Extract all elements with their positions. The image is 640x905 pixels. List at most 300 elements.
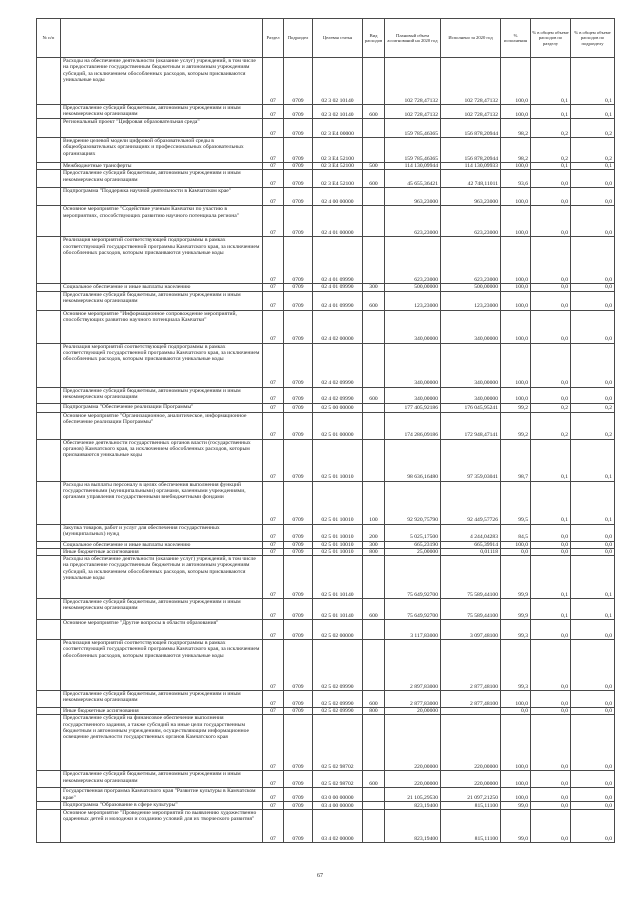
row-name: Основное мероприятие "Организационное, аналитическое, информационное обеспечение реализации Программы" xyxy=(61,412,263,439)
target-article-code: 02 3 E4 52100 xyxy=(313,138,363,163)
subsection-code: 0709 xyxy=(284,640,313,691)
target-article-code: 02 3 E4 52100 xyxy=(313,163,363,170)
planned-amount: 25,00000 xyxy=(385,548,441,555)
expense-type-code xyxy=(363,412,385,439)
share-of-subsection: 0,0 xyxy=(571,310,615,343)
subsection-code: 0709 xyxy=(284,163,313,170)
table-row xyxy=(37,439,615,481)
share-of-section: 0,0 xyxy=(531,343,571,387)
expense-type-code xyxy=(363,620,385,640)
row-name: Государственная программа Камчатского края "Развитие культуры в Камчатском крае" xyxy=(61,788,263,802)
header-executed-amount: Исполнено за 2020 год xyxy=(441,19,501,58)
section-code: 07 xyxy=(263,163,284,170)
executed-amount: 4 244,04283 xyxy=(441,524,501,541)
subsection-code: 0709 xyxy=(284,343,313,387)
executed-amount xyxy=(441,708,501,715)
section-code: 07 xyxy=(263,343,284,387)
row-number-cell xyxy=(37,163,61,170)
planned-amount: 340,00000 xyxy=(385,387,441,403)
section-code: 07 xyxy=(263,640,284,691)
row-name: Предоставление субсидий бюджетным, автономным учреждениям и иным некоммерческим организациям xyxy=(61,771,263,788)
table-header xyxy=(37,19,615,58)
row-number-cell xyxy=(37,291,61,310)
row-number-cell xyxy=(37,387,61,403)
target-article-code: 02 3 E4 52100 xyxy=(313,170,363,188)
row-number-cell xyxy=(37,237,61,284)
execution-percent: 100,0 xyxy=(501,188,531,206)
execution-percent: 100,0 xyxy=(501,343,531,387)
table-row xyxy=(37,206,615,237)
subsection-code: 0709 xyxy=(284,541,313,548)
executed-amount: 0,01118 xyxy=(441,548,501,555)
execution-percent: 98,2 xyxy=(501,138,531,163)
expense-type-code xyxy=(363,343,385,387)
section-code: 07 xyxy=(263,119,284,138)
row-name: Основное мероприятие "Содействие ученым Камчатки по участию в мероприятиях, способствующих развитию научного потенциала региона" xyxy=(61,206,263,237)
execution-percent: 99,0 xyxy=(501,802,531,810)
planned-amount: 5 025,17500 xyxy=(385,524,441,541)
row-name: Иные бюджетные ассигнования xyxy=(61,548,263,555)
subsection-code: 0709 xyxy=(284,310,313,343)
share-of-subsection: 0,1 xyxy=(571,163,615,170)
row-name: Закупка товаров, работ и услуг для обеспечения государственных (муниципальных) нужд xyxy=(61,524,263,541)
section-code: 07 xyxy=(263,387,284,403)
execution-percent: 100,0 xyxy=(501,771,531,788)
row-name: Межбюджетные трансферты xyxy=(61,163,263,170)
row-number-cell xyxy=(37,708,61,715)
share-of-subsection: 0,0 xyxy=(571,620,615,640)
execution-percent: 100,0 xyxy=(501,715,531,771)
share-of-subsection: 0,1 xyxy=(571,556,615,599)
row-name: Предоставление субсидий бюджетным, автономным учреждениям и иным некоммерческим организациям xyxy=(61,170,263,188)
share-of-section: 0,0 xyxy=(531,291,571,310)
subsection-code: 0709 xyxy=(284,188,313,206)
planned-amount: 3 117,83000 xyxy=(385,620,441,640)
execution-percent: 100,0 xyxy=(501,541,531,548)
section-code: 07 xyxy=(263,524,284,541)
table-row xyxy=(37,284,615,291)
row-name: Реализация мероприятий соответствующей подпрограммы в рамках соответствующей государственной программы Камчатского края, за исключением обособленных расходов, которым присваиваются уникальные коды xyxy=(61,237,263,284)
table-row xyxy=(37,599,615,620)
share-of-section: 0,2 xyxy=(531,138,571,163)
target-article-code: 02 5 01 10010 xyxy=(313,541,363,548)
planned-amount: 623,23000 xyxy=(385,206,441,237)
table-row xyxy=(37,291,615,310)
expense-type-code: 600 xyxy=(363,170,385,188)
execution-percent: 99,3 xyxy=(501,620,531,640)
target-article-code: 02 5 01 10010 xyxy=(313,548,363,555)
target-article-code: 02 5 01 10140 xyxy=(313,556,363,599)
share-of-section: 0,2 xyxy=(531,403,571,412)
share-of-section: 0,1 xyxy=(531,481,571,524)
table-row xyxy=(37,403,615,412)
executed-amount: 220,00000 xyxy=(441,771,501,788)
executed-amount: 42 748,11011 xyxy=(441,170,501,188)
subsection-code: 0709 xyxy=(284,284,313,291)
header-section: Раздел xyxy=(263,19,284,58)
expense-type-code xyxy=(363,206,385,237)
share-of-section: 0,1 xyxy=(531,163,571,170)
share-of-section: 0,0 xyxy=(531,810,571,843)
execution-percent: 100,0 xyxy=(501,691,531,708)
subsection-code: 0709 xyxy=(284,620,313,640)
row-number-cell xyxy=(37,524,61,541)
row-number-cell xyxy=(37,715,61,771)
planned-amount: 102 728,47132 xyxy=(385,105,441,119)
table-row xyxy=(37,343,615,387)
expense-type-code xyxy=(363,439,385,481)
header-name xyxy=(61,19,263,58)
share-of-subsection: 0,0 xyxy=(571,206,615,237)
section-code: 07 xyxy=(263,481,284,524)
table-row xyxy=(37,788,615,802)
share-of-section: 0,0 xyxy=(531,708,571,715)
executed-amount: 3 097,48100 xyxy=(441,620,501,640)
header-target-article: Целевая статья xyxy=(313,19,363,58)
executed-amount: 123,23000 xyxy=(441,291,501,310)
subsection-code: 0709 xyxy=(284,771,313,788)
planned-amount: 220,00000 xyxy=(385,771,441,788)
table-row xyxy=(37,810,615,843)
share-of-subsection: 0,0 xyxy=(571,771,615,788)
target-article-code: 02 4 02 09990 xyxy=(313,343,363,387)
share-of-section: 0,0 xyxy=(531,548,571,555)
row-name: Предоставление субсидий бюджетным, автономным учреждениям и иным некоммерческим организациям xyxy=(61,291,263,310)
section-code: 07 xyxy=(263,188,284,206)
expense-type-code xyxy=(363,58,385,105)
expense-type-code: 800 xyxy=(363,548,385,555)
execution-percent: 99,2 xyxy=(501,403,531,412)
expense-type-code: 800 xyxy=(363,708,385,715)
subsection-code: 0709 xyxy=(284,237,313,284)
page-number: 67 xyxy=(317,873,323,879)
execution-percent: 100,0 xyxy=(501,291,531,310)
share-of-subsection: 0,0 xyxy=(571,343,615,387)
execution-percent: 99,2 xyxy=(501,412,531,439)
section-code: 07 xyxy=(263,802,284,810)
row-number-cell xyxy=(37,599,61,620)
executed-amount: 340,00000 xyxy=(441,343,501,387)
table-row xyxy=(37,170,615,188)
target-article-code: 02 3 02 10140 xyxy=(313,105,363,119)
share-of-section: 0,0 xyxy=(531,206,571,237)
executed-amount: 102 728,47132 xyxy=(441,105,501,119)
section-code: 07 xyxy=(263,548,284,555)
target-article-code: 02 4 02 09990 xyxy=(313,387,363,403)
executed-amount: 102 728,47132 xyxy=(441,58,501,105)
share-of-subsection: 0,0 xyxy=(571,284,615,291)
share-of-subsection: 0,1 xyxy=(571,481,615,524)
share-of-subsection: 0,0 xyxy=(571,715,615,771)
execution-percent: 100,0 xyxy=(501,105,531,119)
share-of-subsection: 0,2 xyxy=(571,412,615,439)
expense-type-code: 100 xyxy=(363,481,385,524)
planned-amount: 177 405,92186 xyxy=(385,403,441,412)
subsection-code: 0709 xyxy=(284,138,313,163)
share-of-subsection: 0,2 xyxy=(571,403,615,412)
expense-type-code xyxy=(363,640,385,691)
target-article-code: 02 5 01 10010 xyxy=(313,481,363,524)
table-row xyxy=(37,387,615,403)
table-row xyxy=(37,640,615,691)
section-code: 07 xyxy=(263,541,284,548)
share-of-subsection: 0,0 xyxy=(571,640,615,691)
target-article-code: 02 4 01 00000 xyxy=(313,206,363,237)
target-article-code: 02 5 02 00000 xyxy=(313,620,363,640)
executed-amount: 220,00000 xyxy=(441,715,501,771)
expense-type-code: 300 xyxy=(363,284,385,291)
target-article-code: 02 5 01 10140 xyxy=(313,599,363,620)
table-row xyxy=(37,708,615,715)
row-number-cell xyxy=(37,771,61,788)
row-name: Подпрограмма "Образование в сфере культуры" xyxy=(61,802,263,810)
planned-amount: 102 728,47132 xyxy=(385,58,441,105)
row-number-cell xyxy=(37,640,61,691)
execution-percent: 100,0 xyxy=(501,788,531,802)
expense-type-code: 600 xyxy=(363,771,385,788)
share-of-section: 0,0 xyxy=(531,788,571,802)
row-number-cell xyxy=(37,802,61,810)
expense-type-code xyxy=(363,810,385,843)
planned-amount: 174 286,09186 xyxy=(385,412,441,439)
row-number-cell xyxy=(37,403,61,412)
subsection-code: 0709 xyxy=(284,715,313,771)
share-of-subsection: 0,0 xyxy=(571,802,615,810)
share-of-section: 0,0 xyxy=(531,541,571,548)
planned-amount: 123,23000 xyxy=(385,291,441,310)
section-code: 07 xyxy=(263,105,284,119)
share-of-section: 0,1 xyxy=(531,105,571,119)
section-code: 07 xyxy=(263,58,284,105)
section-code: 07 xyxy=(263,715,284,771)
row-name: Подпрограмма "Поддержка научной деятельности в Камчатском крае" xyxy=(61,188,263,206)
expense-type-code xyxy=(363,556,385,599)
execution-percent: 99,5 xyxy=(501,481,531,524)
table-row xyxy=(37,802,615,810)
header-execution-percent: % исполнения xyxy=(501,19,531,58)
row-name: Внедрение целевой модели цифровой образовательной среды в общеобразовательных организациях и профессиональных образовательных организациях xyxy=(61,138,263,163)
executed-amount: 815,11100 xyxy=(441,802,501,810)
subsection-code: 0709 xyxy=(284,810,313,843)
subsection-code: 0709 xyxy=(284,481,313,524)
row-name: Расходы на обеспечение деятельности (оказание услуг) учреждений, в том числе на предоставление государственным бюджетным и автономным учреждениям субсидий, за исключением обособленных расходов, которым присваиваются уникальные коды xyxy=(61,58,263,105)
share-of-subsection: 0,0 xyxy=(571,548,615,555)
expense-type-code: 600 xyxy=(363,291,385,310)
share-of-subsection: 0,2 xyxy=(571,119,615,138)
planned-amount: 98 636,16480 xyxy=(385,439,441,481)
share-of-section: 0,0 xyxy=(531,691,571,708)
expense-type-code: 200 xyxy=(363,524,385,541)
subsection-code: 0709 xyxy=(284,599,313,620)
row-number-cell xyxy=(37,170,61,188)
subsection-code: 0709 xyxy=(284,802,313,810)
row-number-cell xyxy=(37,105,61,119)
executed-amount: 500,00000 xyxy=(441,284,501,291)
row-number-cell xyxy=(37,481,61,524)
row-name: Предоставление субсидий бюджетным, автономным учреждениям и иным некоммерческим организациям xyxy=(61,599,263,620)
share-of-section: 0,0 xyxy=(531,188,571,206)
share-of-subsection: 0,0 xyxy=(571,810,615,843)
row-name: Предоставление субсидий на финансовое обеспечение выполнения государственного задания, а также субсидий на иные цели государственным бюджетным и автономным учреждениям, осуществляющим информационное освещение деятельности государственных органов Камчатского края xyxy=(61,715,263,771)
section-code: 07 xyxy=(263,403,284,412)
expense-type-code: 300 xyxy=(363,541,385,548)
table-row xyxy=(37,138,615,163)
row-number-cell xyxy=(37,556,61,599)
planned-amount: 823,19400 xyxy=(385,810,441,843)
execution-percent: 100,0 xyxy=(501,387,531,403)
expense-type-code: 600 xyxy=(363,691,385,708)
row-name: Реализация мероприятий соответствующей подпрограммы в рамках соответствующей государственной программы Камчатского края, за исключением обособленных расходов, которым присваиваются уникальные коды xyxy=(61,640,263,691)
planned-amount: 75 649,92700 xyxy=(385,556,441,599)
section-code: 07 xyxy=(263,412,284,439)
target-article-code: 02 5 00 00000 xyxy=(313,403,363,412)
planned-amount: 45 655,36421 xyxy=(385,170,441,188)
planned-amount: 92 920,75790 xyxy=(385,481,441,524)
section-code: 07 xyxy=(263,291,284,310)
executed-amount: 340,00000 xyxy=(441,310,501,343)
planned-amount: 2 877,83000 xyxy=(385,691,441,708)
planned-amount: 623,23000 xyxy=(385,237,441,284)
executed-amount: 963,23000 xyxy=(441,188,501,206)
share-of-section: 0,1 xyxy=(531,439,571,481)
executed-amount: 172 948,47141 xyxy=(441,412,501,439)
section-code: 07 xyxy=(263,691,284,708)
row-number-cell xyxy=(37,284,61,291)
table-row xyxy=(37,524,615,541)
subsection-code: 0709 xyxy=(284,556,313,599)
execution-percent: 98,7 xyxy=(501,439,531,481)
share-of-section: 0,0 xyxy=(531,237,571,284)
table-row xyxy=(37,237,615,284)
row-number-cell xyxy=(37,188,61,206)
target-article-code: 02 5 01 10010 xyxy=(313,524,363,541)
execution-percent: 100,0 xyxy=(501,310,531,343)
execution-percent: 84,5 xyxy=(501,524,531,541)
subsection-code: 0709 xyxy=(284,524,313,541)
execution-percent: 99,9 xyxy=(501,599,531,620)
expense-type-code xyxy=(363,802,385,810)
row-name: Предоставление субсидий бюджетным, автономным учреждениям и иным некоммерческим организациям xyxy=(61,691,263,708)
subsection-code: 0709 xyxy=(284,58,313,105)
share-of-subsection: 0,0 xyxy=(571,291,615,310)
row-number-cell xyxy=(37,310,61,343)
share-of-subsection: 0,0 xyxy=(571,188,615,206)
row-name: Предоставление субсидий бюджетным, автономным учреждениям и иным некоммерческим организациям xyxy=(61,105,263,119)
subsection-code: 0709 xyxy=(284,387,313,403)
target-article-code: 02 4 01 09990 xyxy=(313,291,363,310)
expense-type-code xyxy=(363,188,385,206)
executed-amount: 340,00000 xyxy=(441,387,501,403)
subsection-code: 0709 xyxy=(284,691,313,708)
subsection-code: 0709 xyxy=(284,439,313,481)
subsection-code: 0709 xyxy=(284,403,313,412)
row-number-cell xyxy=(37,541,61,548)
header-row xyxy=(37,19,615,58)
table-row xyxy=(37,163,615,170)
row-number-cell xyxy=(37,691,61,708)
target-article-code: 03 4 02 00000 xyxy=(313,810,363,843)
row-number-cell xyxy=(37,119,61,138)
header-share-of-subsection: % в общем объеме расходов по подразделу xyxy=(571,19,615,58)
section-code: 07 xyxy=(263,310,284,343)
executed-amount: 75 589,44100 xyxy=(441,599,501,620)
subsection-code: 0709 xyxy=(284,119,313,138)
planned-amount: 963,23000 xyxy=(385,188,441,206)
executed-amount: 92 449,57726 xyxy=(441,481,501,524)
execution-percent: 93,6 xyxy=(501,170,531,188)
share-of-subsection: 0,0 xyxy=(571,170,615,188)
subsection-code: 0709 xyxy=(284,291,313,310)
table-row xyxy=(37,691,615,708)
execution-percent: 100,0 xyxy=(501,237,531,284)
subsection-code: 0709 xyxy=(284,708,313,715)
share-of-section: 0,0 xyxy=(531,715,571,771)
expense-type-code xyxy=(363,788,385,802)
row-name: Основное мероприятие "Информационное сопровождение мероприятий, способствующих развитию научного потенциала Камчатки" xyxy=(61,310,263,343)
expense-type-code xyxy=(363,403,385,412)
share-of-subsection: 0,0 xyxy=(571,541,615,548)
table-row xyxy=(37,58,615,105)
planned-amount: 340,00000 xyxy=(385,310,441,343)
table-row xyxy=(37,481,615,524)
share-of-section: 0,1 xyxy=(531,58,571,105)
executed-amount: 75 589,44100 xyxy=(441,556,501,599)
share-of-subsection: 0,0 xyxy=(571,691,615,708)
expense-type-code xyxy=(363,138,385,163)
table-row xyxy=(37,771,615,788)
planned-amount: 2 897,83000 xyxy=(385,640,441,691)
row-name: Социальное обеспечение и иные выплаты населению xyxy=(61,541,263,548)
planned-amount: 665,23190 xyxy=(385,541,441,548)
execution-percent: 0,0 xyxy=(501,708,531,715)
execution-percent: 98,2 xyxy=(501,119,531,138)
section-code: 07 xyxy=(263,556,284,599)
planned-amount: 159 785,46365 xyxy=(385,119,441,138)
row-name: Обеспечение деятельности государственных органов власти (государственных органов) Камчатского края, за исключением обособленных расходов, которым присваиваются уникальные коды xyxy=(61,439,263,481)
target-article-code: 02 5 02 09990 xyxy=(313,691,363,708)
section-code: 07 xyxy=(263,206,284,237)
subsection-code: 0709 xyxy=(284,548,313,555)
share-of-section: 0,0 xyxy=(531,284,571,291)
row-name: Расходы на выплаты персоналу в целях обеспечения выполнения функций государственными (муниципальными) органами, казенными учреждениями, органами управления государственными внебюджетными фондами xyxy=(61,481,263,524)
table-row xyxy=(37,715,615,771)
row-name: Расходы на обеспечение деятельности (оказание услуг) учреждений, в том числе на предоставление государственным бюджетным и автономным учреждениям субсидий, за исключением обособленных расходов, которым присваиваются уникальные коды xyxy=(61,556,263,599)
row-number-cell xyxy=(37,788,61,802)
execution-percent: 99,3 xyxy=(501,640,531,691)
section-code: 07 xyxy=(263,771,284,788)
row-name: Социальное обеспечение и иные выплаты населению xyxy=(61,284,263,291)
planned-amount: 114 130,09944 xyxy=(385,163,441,170)
row-name: Основное мероприятие "Проведение мероприятий по выявлению художественно одаренных детей и молодежи и созданию условий для их творческого развития" xyxy=(61,810,263,843)
row-name: Реализация мероприятий соответствующей подпрограммы в рамках соответствующей государственной программы Камчатского края, за исключением обособленных расходов, которым присваиваются уникальные коды xyxy=(61,343,263,387)
table-row xyxy=(37,412,615,439)
row-number-cell xyxy=(37,412,61,439)
row-number-cell xyxy=(37,620,61,640)
target-article-code: 02 5 01 10010 xyxy=(313,439,363,481)
planned-amount: 823,19400 xyxy=(385,802,441,810)
share-of-subsection: 0,0 xyxy=(571,237,615,284)
subsection-code: 0709 xyxy=(284,105,313,119)
row-number-cell xyxy=(37,58,61,105)
expense-type-code: 500 xyxy=(363,163,385,170)
row-name: Иные бюджетные ассигнования xyxy=(61,708,263,715)
executed-amount: 623,23000 xyxy=(441,206,501,237)
executed-amount: 176 045,95241 xyxy=(441,403,501,412)
subsection-code: 0709 xyxy=(284,412,313,439)
budget-execution-table xyxy=(36,18,615,843)
share-of-section: 0,0 xyxy=(531,640,571,691)
section-code: 07 xyxy=(263,284,284,291)
